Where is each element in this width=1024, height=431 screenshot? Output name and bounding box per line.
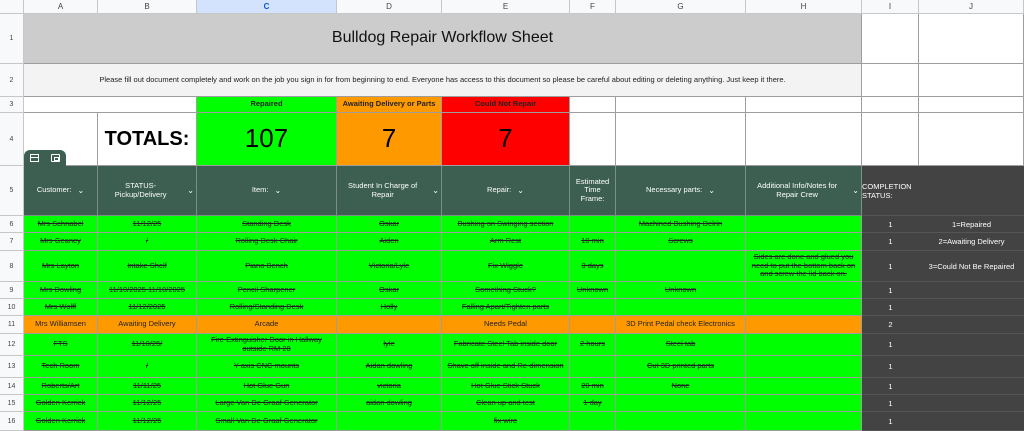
cell-j4[interactable] [919,113,1024,166]
totals-label[interactable]: TOTALS: [98,113,197,166]
row-15-status[interactable]: 11/12/25 [98,395,197,412]
column-header-h[interactable]: H [746,0,862,14]
header-parts-label: Necessary parts: [646,185,703,195]
cell-i4[interactable] [862,113,919,166]
cell-j1[interactable] [919,14,1024,64]
row-14-student[interactable]: victoria [337,378,442,395]
header-repair[interactable] [442,166,570,216]
row-14-customer[interactable]: Roberts/Art [24,378,98,395]
row-8-parts[interactable] [616,251,746,282]
row-12-time[interactable]: 2 hours [570,334,616,356]
row-11-parts[interactable]: 3D Print Pedal check Electronics [616,316,746,334]
row-11-notes[interactable] [746,316,862,334]
row-header-7[interactable]: 7 [0,233,24,251]
header-status[interactable] [98,166,197,216]
legend-item[interactable]: 1=Repaired [919,216,1024,233]
row-15-student[interactable]: aidan dowling [337,395,442,412]
filter-chevron-icon[interactable]: ⌄ [274,185,282,195]
row-7-completion[interactable]: 1 [862,233,919,251]
row-header-4[interactable]: 4 [0,113,24,166]
row-13-status[interactable]: / [98,356,197,378]
row-8-repair[interactable]: Fix Wiggle [442,251,570,282]
cell-j5[interactable] [919,166,1024,216]
row-15-time[interactable]: 1 day [570,395,616,412]
header-repair-label: Repair: [487,185,512,195]
header-item[interactable] [197,166,337,216]
row-header-5[interactable]: 5 [0,166,24,216]
header-notes[interactable] [746,166,862,216]
awaiting-total[interactable]: 7 [337,113,442,166]
row-10-customer[interactable]: Mrs Wolff [24,299,98,316]
row-13-repair[interactable]: Shave off inside and Re-dimension [442,356,570,378]
row-16-time[interactable] [570,412,616,431]
row-7-time[interactable]: 10 min [570,233,616,251]
row-7-repair[interactable]: Arm Rest [442,233,570,251]
row-13-parts[interactable]: Cut 3D printed parts [616,356,746,378]
cell-i3[interactable] [862,97,919,113]
filter-chevron-icon[interactable]: ⌄ [77,185,85,195]
cell-g3[interactable] [616,97,746,113]
row-16-parts[interactable] [616,412,746,431]
column-header-i[interactable]: I [862,0,919,14]
row-header-12[interactable]: 12 [0,334,24,356]
filter-chevron-icon[interactable]: ⌄ [852,185,859,195]
row-11-time[interactable] [570,316,616,334]
row-10-repair[interactable]: Falling Apart/Tighten parts [442,299,570,316]
header-time[interactable] [570,166,616,216]
row-12-status[interactable]: 11/10/25/ [98,334,197,356]
row-header-14[interactable]: 14 [0,378,24,395]
row-14-parts[interactable]: None [616,378,746,395]
column-header-f[interactable]: F [570,0,616,14]
row-16-item[interactable]: Small Van De Graaf Generator [197,412,337,431]
row-header-11[interactable]: 11 [0,316,24,334]
filter-chevron-icon[interactable]: ⌄ [517,185,524,195]
row-9-customer[interactable]: Mrs Dowling [24,282,98,299]
row-15-repair[interactable]: Clean up and test [442,395,570,412]
row-15-completion[interactable]: 1 [862,395,919,412]
row-13-notes[interactable] [746,356,862,378]
column-header-g[interactable]: G [616,0,746,14]
row-14-completion[interactable]: 1 [862,378,919,395]
row-12-repair[interactable]: Fabricate Steel Tab inside door [442,334,570,356]
cell-j15[interactable] [919,395,1024,412]
table-view-icon[interactable] [30,154,39,162]
row-16-notes[interactable] [746,412,862,431]
header-notes-label: Additional Info/Notes for Repair Crew [757,180,838,199]
cell-a3[interactable] [24,97,197,113]
row-8-status[interactable]: Intake Shelf [98,251,197,282]
row-9-time[interactable]: Unknown [570,282,616,299]
cell-i2[interactable] [862,64,919,97]
row-14-item[interactable]: Hot Glue Gun [197,378,337,395]
row-16-status[interactable]: 11/12/25 [98,412,197,431]
cell-g4[interactable] [616,113,746,166]
header-student-label: Student In Charge of Repair [348,180,418,199]
instructions-text[interactable]: Please fill out document completely and work on the job you sign in for from beginning to end. Everyone has access to this document so please be careful about editing or deleting anything. Just keep it there. [24,64,862,97]
row-8-item[interactable]: Piano Bench [197,251,337,282]
row-6-customer[interactable]: Mrs Schnabel [24,216,98,233]
row-16-customer[interactable]: Golden Kerrick [24,412,98,431]
filter-chevron-icon[interactable]: ⌄ [432,185,439,195]
filter-chevron-icon[interactable]: ⌄ [708,185,715,195]
row-10-student[interactable]: Holly [337,299,442,316]
row-11-status[interactable]: Awaiting Delivery [98,316,197,334]
header-parts[interactable] [616,166,746,216]
cell-h3[interactable] [746,97,862,113]
row-11-completion[interactable]: 2 [862,316,919,334]
row-6-time[interactable] [570,216,616,233]
row-11-student[interactable] [337,316,442,334]
cell-h4[interactable] [746,113,862,166]
row-8-time[interactable]: 3 days [570,251,616,282]
header-customer[interactable] [24,166,98,216]
cell-j3[interactable] [919,97,1024,113]
row-header-6[interactable]: 6 [0,216,24,233]
row-10-parts[interactable] [616,299,746,316]
row-12-item[interactable]: Fire Extinguisher Door in Hallway outside RM 28 [197,334,337,356]
row-7-student[interactable]: Aiden [337,233,442,251]
row-9-status[interactable]: 11/10/2025 11/10/2025 [98,282,197,299]
row-9-student[interactable]: Oskar [337,282,442,299]
row-7-parts[interactable]: Screws [616,233,746,251]
row-9-parts[interactable]: Unknown [616,282,746,299]
row-header-9[interactable]: 9 [0,282,24,299]
row-12-customer[interactable]: FTS [24,334,98,356]
sheet-title[interactable]: Bulldog Repair Workflow Sheet [24,14,862,64]
header-customer-label: Customer: [36,185,72,195]
cell-j10[interactable] [919,299,1024,316]
column-header-d[interactable]: D [337,0,442,14]
column-header-e[interactable]: E [442,0,570,14]
row-14-repair[interactable]: Hot Glue Stick Stuck [442,378,570,395]
row-13-student[interactable]: Aidan dowling [337,356,442,378]
repaired-total[interactable]: 107 [197,113,337,166]
row-12-completion[interactable]: 1 [862,334,919,356]
row-header-8[interactable]: 8 [0,251,24,282]
row-10-completion[interactable]: 1 [862,299,919,316]
row-14-status[interactable]: 11/11/25 [98,378,197,395]
cell-j13[interactable] [919,356,1024,378]
row-header-16[interactable]: 16 [0,412,24,431]
row-6-student[interactable]: Oskar [337,216,442,233]
row-6-parts[interactable]: Machined Bushing Delrin [616,216,746,233]
row-10-time[interactable] [570,299,616,316]
row-8-student[interactable]: Victoria/Lyle [337,251,442,282]
select-all-corner[interactable] [0,0,24,14]
cell-f3[interactable] [570,97,616,113]
row-13-item[interactable]: Y axis CNC mounts [197,356,337,378]
row-9-notes[interactable] [746,282,862,299]
column-header-b[interactable]: B [98,0,197,14]
cell-j16[interactable] [919,412,1024,431]
row-15-item[interactable]: Large Van De Graaf Generator [197,395,337,412]
awaiting-label[interactable]: Awaiting Delivery or Parts [337,97,442,113]
could-not-repair-total[interactable]: 7 [442,113,570,166]
filter-chevron-icon[interactable]: ⌄ [187,185,194,195]
column-header-a[interactable]: A [24,0,98,14]
legend-item[interactable]: 3=Could Not Be Repaired [919,251,1024,282]
row-15-parts[interactable] [616,395,746,412]
row-7-status[interactable]: / [98,233,197,251]
row-header-3[interactable]: 3 [0,97,24,113]
header-student[interactable] [337,166,442,216]
cell-j12[interactable] [919,334,1024,356]
row-8-completion[interactable]: 1 [862,251,919,282]
cell-f4[interactable] [570,113,616,166]
row-15-customer[interactable]: Golden Kerrick [24,395,98,412]
row-header-2[interactable]: 2 [0,64,24,97]
row-14-time[interactable]: 20 min [570,378,616,395]
header-item-label: Item: [251,185,269,195]
row-16-repair[interactable]: fix wire [442,412,570,431]
header-status-label: STATUS-Pickup/Delivery [114,180,167,199]
row-9-item[interactable]: Pencil Sharpener [197,282,337,299]
cell-j9[interactable] [919,282,1024,299]
repaired-label[interactable]: Repaired [197,97,337,113]
row-6-item[interactable]: Standing Desk [197,216,337,233]
row-12-student[interactable]: lyle [337,334,442,356]
row-12-notes[interactable] [746,334,862,356]
row-6-repair[interactable]: Bushing on Swinging section [442,216,570,233]
row-header-13[interactable]: 13 [0,356,24,378]
row-9-repair[interactable]: Something Stuck? [442,282,570,299]
row-16-completion[interactable]: 1 [862,412,919,431]
row-10-notes[interactable] [746,299,862,316]
row-11-customer[interactable]: Mrs Williamsen [24,316,98,334]
row-6-completion[interactable]: 1 [862,216,919,233]
row-10-item[interactable]: Rolling/Standing Desk [197,299,337,316]
row-6-status[interactable]: 11/12/25 [98,216,197,233]
table-settings-icon[interactable] [51,154,60,162]
row-12-parts[interactable]: Steel tab [616,334,746,356]
row-13-customer[interactable]: Tech Room [24,356,98,378]
row-8-notes[interactable]: Sides are done and glued you need to put the bottom back on and screw the lid back on. [746,251,862,282]
row-10-status[interactable]: 11/12/2025 [98,299,197,316]
row-11-item[interactable]: Arcade [197,316,337,334]
row-9-completion[interactable]: 1 [862,282,919,299]
row-16-student[interactable] [337,412,442,431]
row-header-1[interactable]: 1 [0,14,24,64]
row-header-15[interactable]: 15 [0,395,24,412]
column-header-c[interactable]: C [197,0,337,14]
completion-status-header[interactable]: COMPLETION STATUS: [862,166,919,216]
row-8-customer[interactable]: Mrs Layton [24,251,98,282]
row-header-10[interactable]: 10 [0,299,24,316]
row-6-notes[interactable] [746,216,862,233]
row-13-completion[interactable]: 1 [862,356,919,378]
row-15-notes[interactable] [746,395,862,412]
could-not-repair-label[interactable]: Could Not Repair [442,97,570,113]
cell-j14[interactable] [919,378,1024,395]
header-time-label: Estimated Time Frame: [575,176,610,203]
table-toolbar[interactable] [24,150,66,166]
row-13-time[interactable] [570,356,616,378]
row-7-notes[interactable] [746,233,862,251]
legend-item[interactable]: 2=Awaiting Delivery [919,233,1024,251]
row-7-item[interactable]: Rolling Desk Chair [197,233,337,251]
cell-j11[interactable] [919,316,1024,334]
row-7-customer[interactable]: Mrs Geaney [24,233,98,251]
row-14-notes[interactable] [746,378,862,395]
cell-i1[interactable] [862,14,919,64]
column-header-j[interactable]: J [919,0,1024,14]
row-11-repair[interactable]: Needs Pedal [442,316,570,334]
cell-j2[interactable] [919,64,1024,97]
